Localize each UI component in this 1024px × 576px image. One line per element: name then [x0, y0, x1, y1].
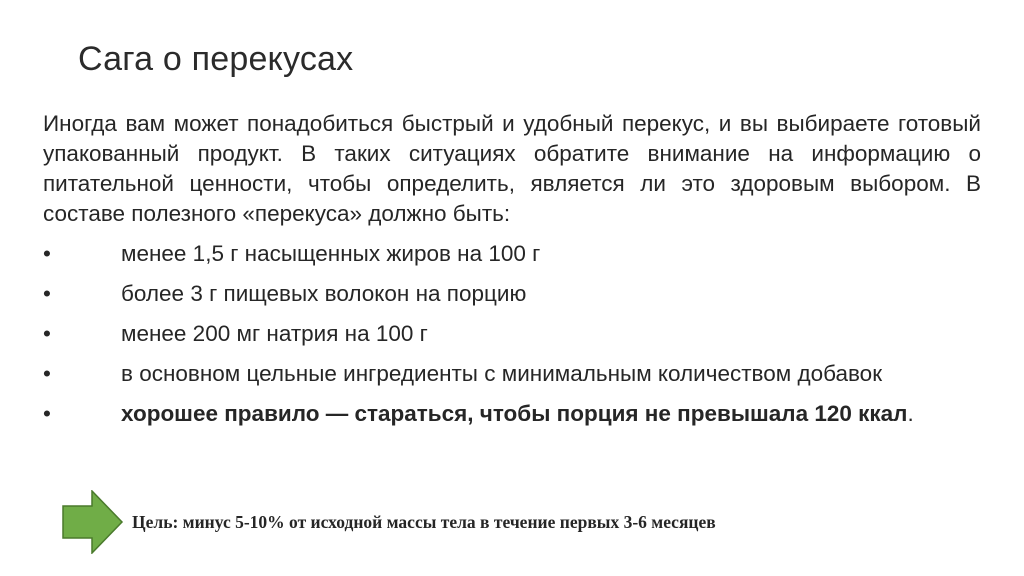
goal-callout	[62, 490, 962, 554]
bullet-text: в основном цельные ингредиенты с минимальным количеством добавок	[121, 361, 883, 386]
intro-paragraph: Иногда вам может понадобиться быстрый и удобный перекус, и вы выбираете готовый упакованный продукт. В таких ситуациях обратите внимание на информацию о питательной ценности, чтобы определить, является ли это здоровым выбором. В составе полезного «перекуса» должно быть:	[43, 111, 981, 226]
bullet-text: более 3 г пищевых волокон на порцию	[121, 281, 527, 306]
list-item	[43, 359, 981, 389]
slide-title: Сага о перекусах	[78, 40, 354, 78]
bullet-text: менее 200 мг натрия на 100 г	[121, 321, 428, 346]
bullet-icon: •	[43, 321, 51, 346]
right-arrow-icon	[62, 490, 124, 554]
bullet-text: хорошее правило — стараться, чтобы порция не превышала 120 ккал	[121, 401, 908, 426]
criteria-list	[43, 239, 981, 429]
bullet-icon: •	[43, 241, 51, 266]
bullet-icon: •	[43, 361, 51, 386]
list-item	[43, 279, 981, 309]
bullet-icon: •	[43, 281, 51, 306]
list-item	[43, 319, 981, 349]
bullet-suffix: .	[907, 401, 914, 426]
bullet-text: менее 1,5 г насыщенных жиров на 100 г	[121, 241, 541, 266]
arrow-shape	[63, 491, 122, 553]
bullet-icon: •	[43, 401, 51, 426]
slide-content	[43, 109, 981, 429]
goal-text: Цель: минус 5-10% от исходной массы тела в течение первых 3-6 месяцев	[132, 512, 716, 532]
list-item	[43, 239, 981, 269]
list-item	[43, 399, 981, 429]
